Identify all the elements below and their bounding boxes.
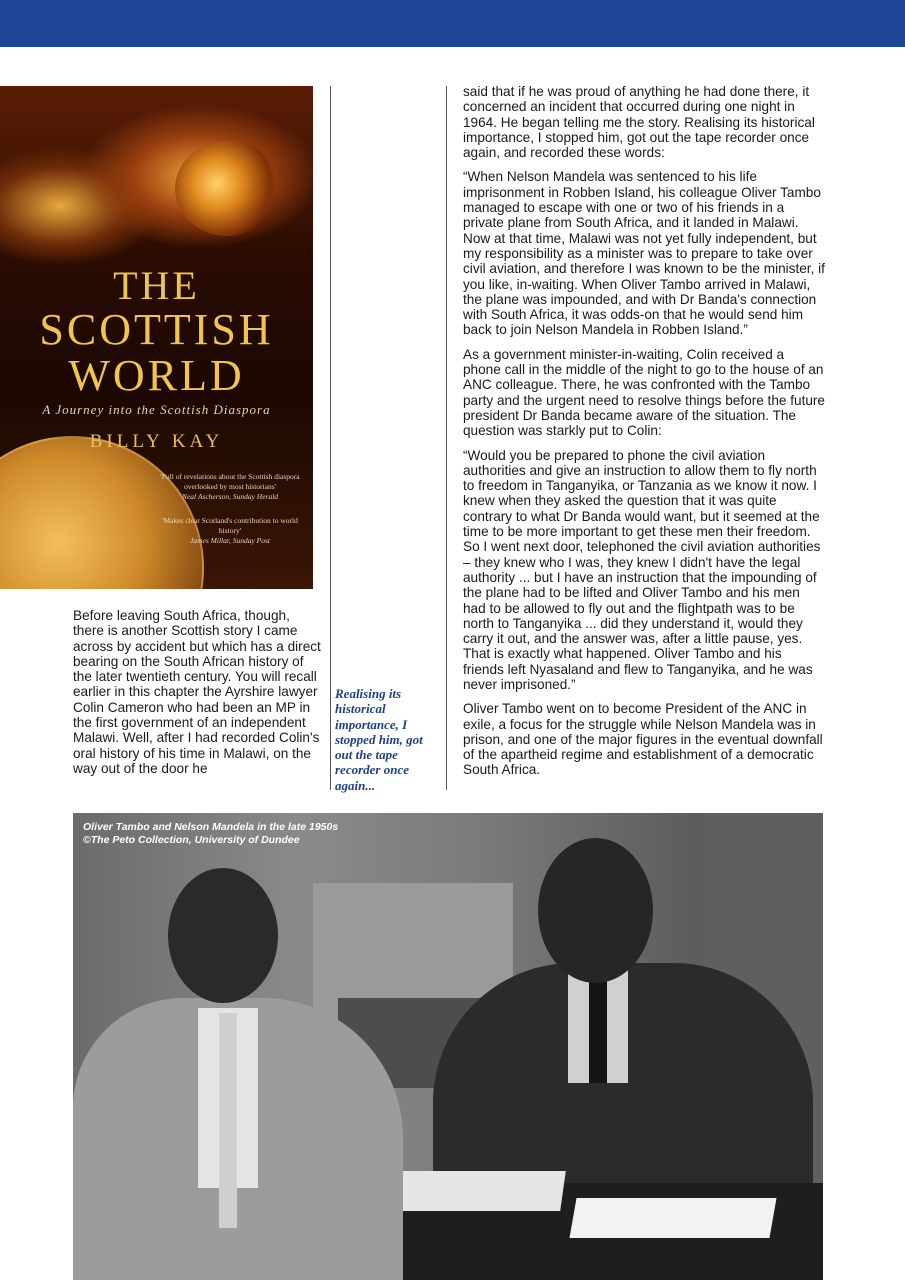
photo-open-book bbox=[380, 1171, 566, 1211]
photo-tie bbox=[219, 1013, 237, 1228]
cover-subtitle: A Journey into the Scottish Diaspora bbox=[42, 402, 271, 417]
cover-brass-lens bbox=[175, 141, 280, 236]
cover-review-source: Neal Ascherson, Sunday Herald bbox=[181, 492, 279, 501]
caption-credit: ©The Peto Collection, University of Dundee bbox=[83, 834, 300, 846]
pull-quote: Realising its historical importance, I stopped him, got out the tape recorder once again... bbox=[335, 686, 423, 793]
cover-review-text: 'Full of revelations about the Scottish diaspora overlooked by most historians' bbox=[160, 472, 300, 491]
book-cover-image bbox=[0, 86, 313, 589]
column-divider bbox=[330, 86, 331, 790]
cover-author: BILLY KAY bbox=[89, 431, 224, 452]
body-paragraph: Oliver Tambo went on to become President of the ANC in exile, a focus for the struggle while Nelson Mandela was in prison, and one of the major figures in the eventual downfall of the apartheid regime and establishment of a democratic South Africa. bbox=[463, 701, 823, 778]
body-paragraph: As a government minister-in-waiting, Colin received a phone call in the middle of the night to go to the house of an ANC colleague. There, he was confronted with the Tambo party and the urgent need to resolve things before the future president Dr Banda became aware of the situation. The question was starkly put to Colin: bbox=[463, 346, 825, 439]
cover-globe bbox=[0, 436, 204, 589]
right-column bbox=[463, 84, 825, 787]
cover-title-line1: THE bbox=[113, 263, 200, 308]
body-paragraph: said that if he was proud of anything he had done there, it concerned an incident that occurred during one night in 1964. He began telling me the story. Realising its historical importance, I stopped him, got out the tape recorder once again, and recorded these words: bbox=[463, 84, 815, 161]
cover-review-quote bbox=[160, 472, 300, 502]
cover-title-line3: WORLD bbox=[68, 351, 245, 400]
left-column-text: Before leaving South Africa, though, there is another Scottish story I came across by accident but which has a direct bearing on the South African history of the later twentieth century. You will recall earlier in this chapter the Ayrshire lawyer Colin Cameron who had been an MP in the first government of an independent Malawi. Well, after I had recorded Colin's oral history of his time in Malawi, on the way out of the door he bbox=[73, 608, 321, 776]
body-paragraph: “When Nelson Mandela was sentenced to his life imprisonment in Robben Island, his colleague Oliver Tambo managed to escape with one or two of his friends in a private plane from South Africa, and it landed in Malawi. Now at that time, Malawi was not yet fully independent, but my responsibility as a minister was to prepare to take over civil aviation, and therefore I was known to be the minister, if you like, in-waiting. When Oliver Tambo arrived in Malawi, the plane was impounded, and with Dr Banda's connection with South Africa, it was odds-on that he would send him back to join Nelson Mandela in Robben Island.” bbox=[463, 169, 825, 338]
historical-photo bbox=[73, 813, 823, 1280]
body-paragraph: “Would you be prepared to phone the civil aviation authorities and give an instruction to allow them to fly north to freedom in Tanganyika, or Tanzania as we know it now. I knew when they asked the question that it was quite contrary to what Dr Banda would want, but it seemed at the time to be more important to get these men their freedom. So I went next door, telephoned the civil aviation authorities – they knew who I was, they knew I didn't have the legal authority ... but I have an instruction that the impounding of the plane had to be lifted and Oliver Tambo and his men had to be allowed to fly out and the flightpath was to be north to Tanganyika ... did they understand it, would they carry it out, and the answer was, after a little pause, yes. That is exactly what happened. Oliver Tambo and his friends left Nyasaland and flew to Tanganyika, and he was never imprisoned.” bbox=[463, 447, 821, 692]
photo-head bbox=[538, 838, 653, 983]
photo-caption bbox=[83, 821, 338, 847]
cover-review-text: 'Makes clear Scotland's contribution to world history' bbox=[162, 516, 298, 535]
cover-review-source: James Millar, Sunday Post bbox=[190, 536, 270, 545]
top-color-band bbox=[0, 0, 905, 47]
photo-head bbox=[168, 868, 278, 1003]
photo-papers bbox=[569, 1198, 776, 1238]
cover-review-quote bbox=[160, 516, 300, 546]
caption-line: Oliver Tambo and Nelson Mandela in the late 1950s bbox=[83, 821, 339, 833]
photo-tie bbox=[589, 973, 607, 1083]
column-divider bbox=[446, 86, 447, 790]
cover-title-line2: SCOTTISH bbox=[39, 305, 274, 354]
